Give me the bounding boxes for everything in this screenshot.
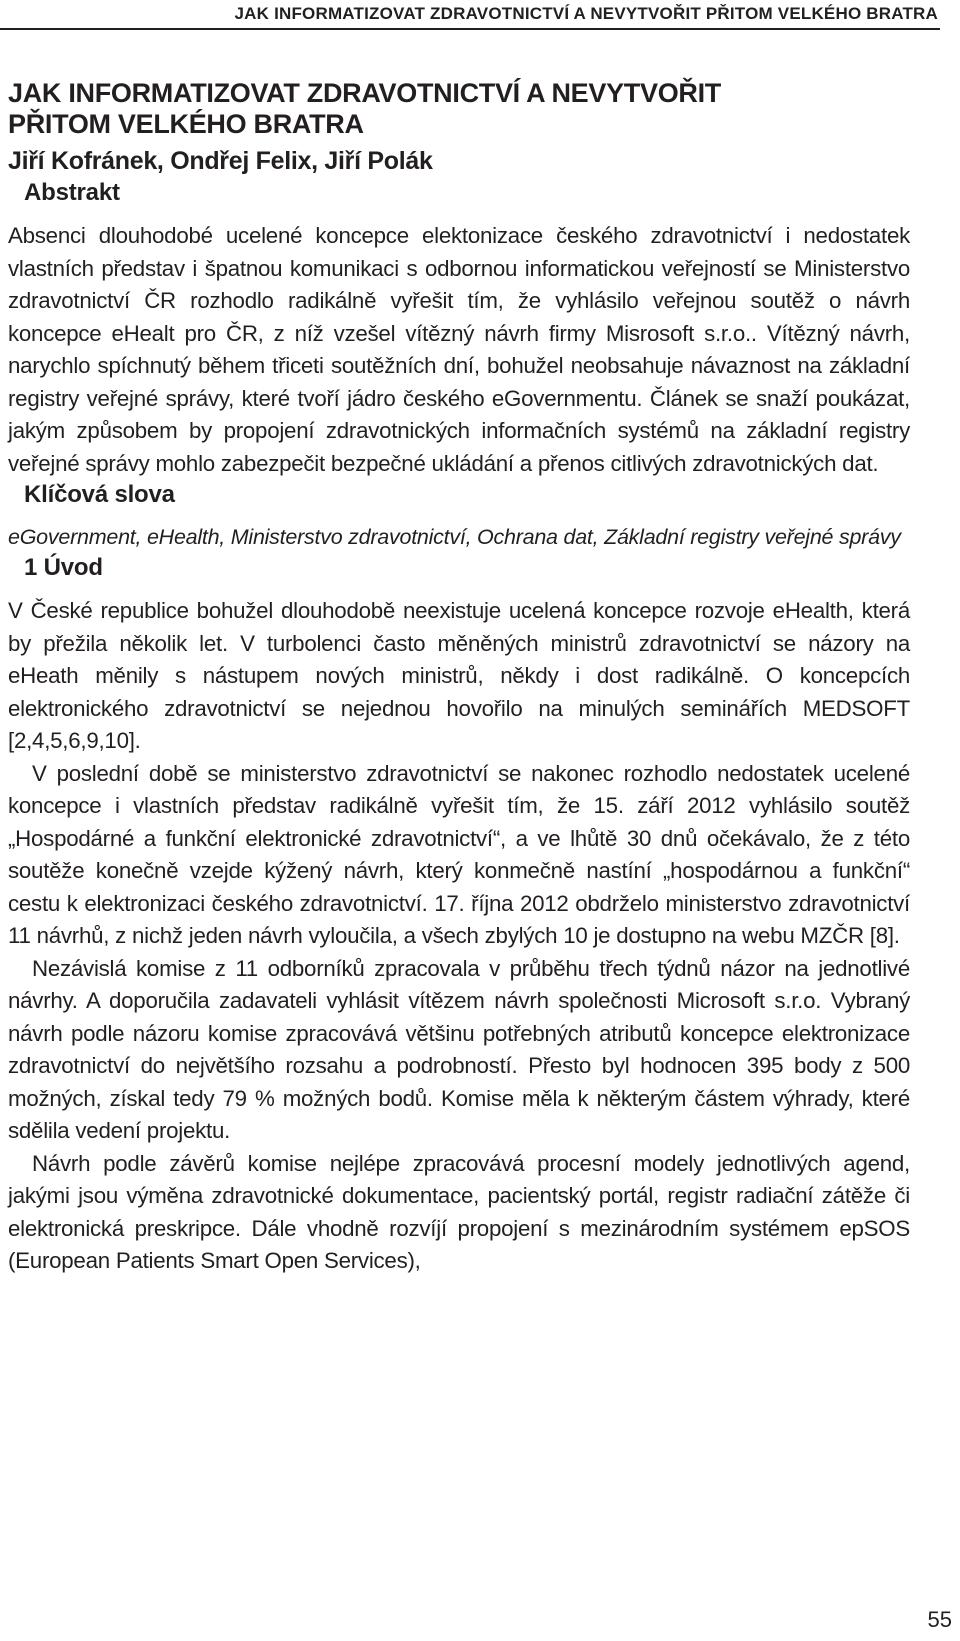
intro-paragraph-1: V České republice bohužel dlouhodobě neexistuje ucelená koncepce rozvoje eHealth, která by přežila několik let. V turbolenci často měněných ministrů zdravotnictví se názory na eHeath měnily s nástupem nových ministrů, někdy i dost radikálně. O koncepcích elektronického zdravotnictví se nejednou hovořilo na minulých seminářích MEDSOFT [2,4,5,6,9,10]. — [8, 598, 910, 753]
page-number: 55 — [927, 1607, 952, 1632]
running-header-text: JAK INFORMATIZOVAT ZDRAVOTNICTVÍ A NEVYTVOŘIT PŘITOM VELKÉHO BRATRA — [234, 4, 938, 23]
article-title-line-1: JAK INFORMATIZOVAT ZDRAVOTNICTVÍ A NEVYTVOŘIT — [8, 78, 721, 108]
article-title — [8, 78, 910, 140]
article — [8, 78, 910, 1278]
intro-paragraph-4: Návrh podle závěrů komise nejlépe zpracovává procesní modely jednotlivých agend, jakými jsou výměna zdravotnické dokumentace, pacientský portál, registr radiační zátěže či elektronická preskripce. Dále vhodně rozvíjí propojení s mezinárodním systémem epSOS (European Patients Smart Open Services), — [8, 1150, 910, 1273]
abstract-heading: Abstrakt — [24, 179, 120, 206]
running-header — [0, 0, 940, 30]
article-authors: Jiří Kofránek, Ondřej Felix, Jiří Polák — [8, 147, 433, 175]
intro-heading: 1 Úvod — [24, 554, 103, 581]
keywords-heading: Klíčová slova — [24, 481, 175, 508]
article-title-line-2: PŘITOM VELKÉHO BRATRA — [8, 109, 364, 139]
intro-paragraph-2: V poslední době se ministerstvo zdravotnictví se nakonec rozhodlo nedostatek ucelené koncepce i vlastních představ radikálně vyřešit tím, že 15. září 2012 vyhlásilo soutěž „Hospodárné a funkční elektronické zdravotnictví“, a ve lhůtě 30 dnů očekávalo, že z této soutěže konečně vzejde kýžený návrh, který konmečně nastíní „hospodárnou a funkční“ cestu k elektronizaci českého zdravotnictví. 17. října 2012 obdrželo ministerstvo zdravotnictví 11 návrhů, z nichž jeden návrh vyloučila, a všech zbylých 10 je dostupno na webu MZČR [8]. — [8, 760, 910, 948]
abstract-text: Absenci dlouhodobé ucelené koncepce elektonizace českého zdravotnictví i nedostatek vlastních představ i špatnou komunikaci s odbornou informatickou veřejností se Ministerstvo zdravotnictví ČR rozhodlo radikálně vyřešit tím, že vyhlásilo veřejnou soutěž o návrh koncepce eHealt pro ČR, z níž vzešel vítězný návrh firmy Misrosoft s.r.o.. Vítězný návrh, narychlo spíchnutý během třiceti soutěžních dní, bohužel neobsahuje návaznost na základní registry veřejné správy, které tvoří jádro českého eGovernmentu. Článek se snaží poukázat, jakým způsobem by propojení zdravotnických informačních systémů na základní registry veřejné správy mohlo zabezpečit bezpečné ukládání a přenos citlivých zdravotnických dat. — [8, 223, 910, 476]
intro-paragraph-3: Nezávislá komise z 11 odborníků zpracovala v průběhu třech týdnů názor na jednotlivé návrhy. A doporučila zadavateli vyhlásit vítězem návrh společnosti Microsoft s.r.o. Vybraný návrh podle názoru komise zpracovává většinu potřebných atributů koncepce elektronizace zdravotnictví do největšího rozsahu a podrobností. Přesto byl hodnocen 395 body z 500 možných, získal tedy 79 % možných bodů. Komise měla k některým částem výhrady, které sdělila vedení projektu. — [8, 955, 910, 1143]
keywords-text: eGovernment, eHealth, Ministerstvo zdravotnictví, Ochrana dat, Základní registry veřejné správy — [8, 525, 901, 549]
